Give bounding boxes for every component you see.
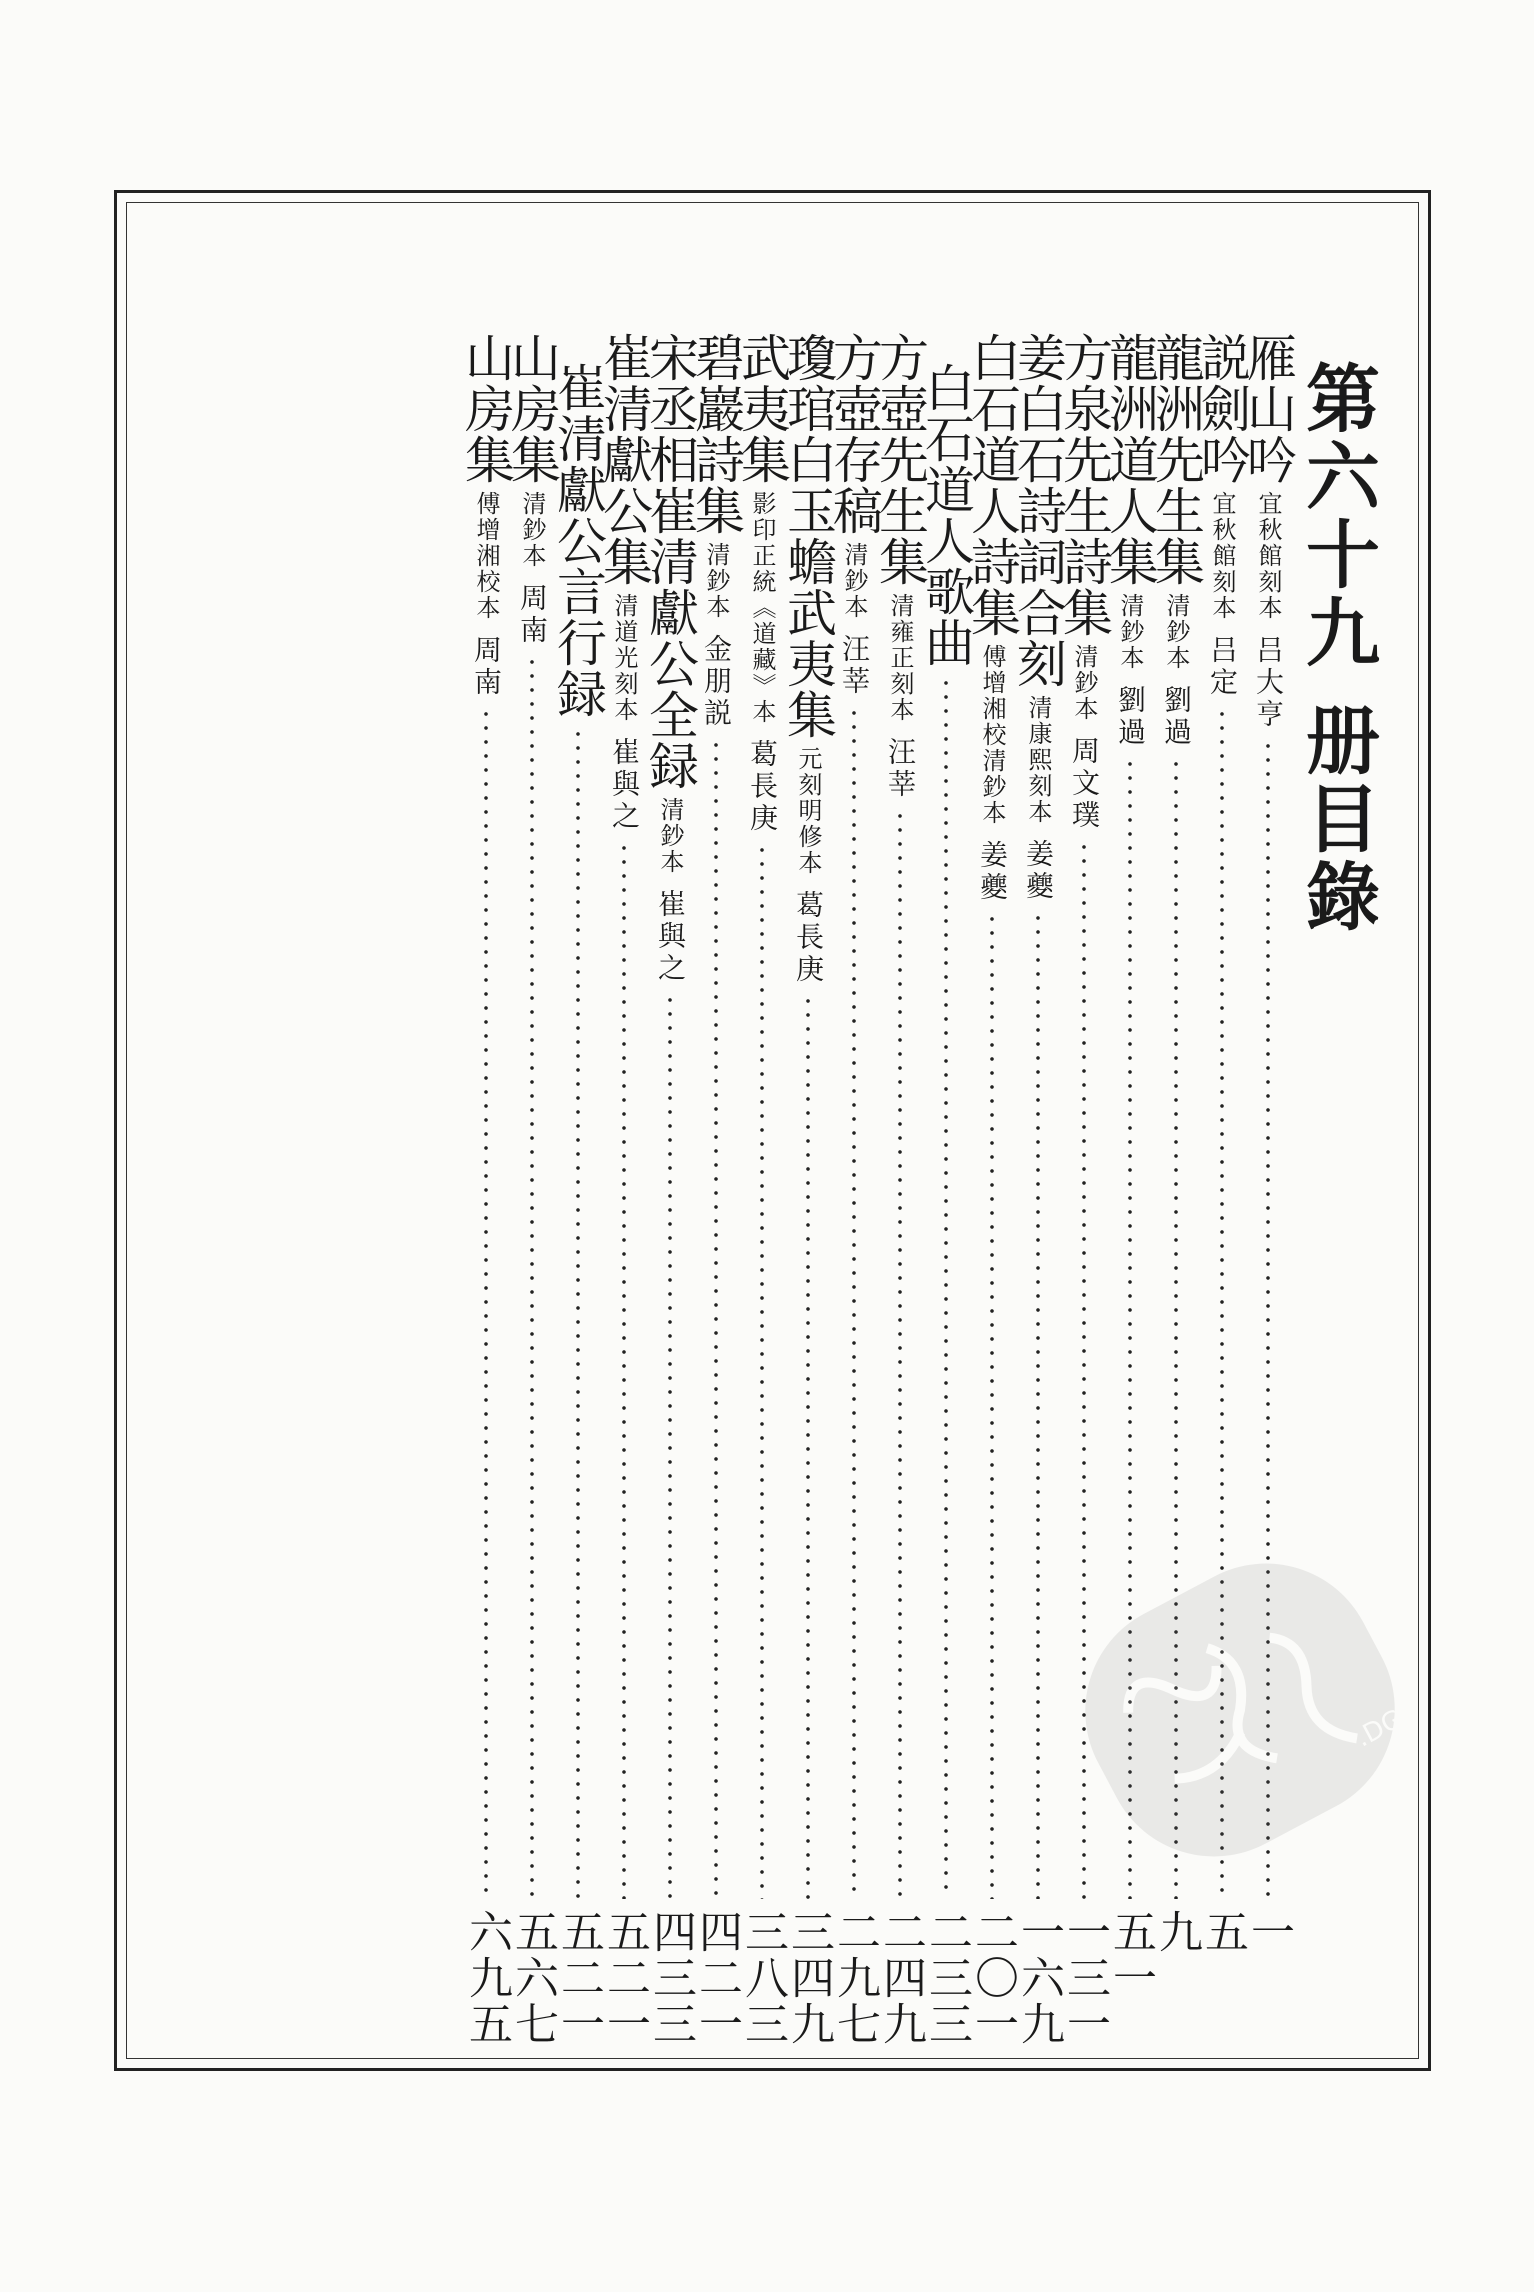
entry-title: 雁山吟 bbox=[1239, 332, 1297, 485]
entry-page-number: 一六九 bbox=[1013, 1909, 1064, 2047]
entry-title: 白石道人詩集 bbox=[963, 332, 1021, 638]
entry-title: 山房集 bbox=[503, 332, 561, 485]
leader-dots bbox=[851, 706, 857, 1899]
entry-page-number: 三四九 bbox=[783, 1909, 834, 2047]
toc-entry bbox=[1239, 332, 1297, 2065]
entry-edition-note: 宜秋館刻本 bbox=[1208, 491, 1236, 621]
entry-title: 龍洲先生集 bbox=[1147, 332, 1205, 587]
entry-title: 山房集 bbox=[457, 332, 515, 485]
entry-edition-note: 傅增湘校清鈔本 bbox=[978, 644, 1006, 826]
entry-author: 劉過 bbox=[1160, 685, 1193, 749]
leader-dots bbox=[989, 912, 995, 1899]
entry-edition-note: 清鈔本 bbox=[1070, 644, 1098, 722]
entry-page-number: 二三三 bbox=[921, 1909, 972, 2047]
entry-title: 武夷集 bbox=[733, 332, 791, 485]
leader-dots bbox=[1173, 757, 1179, 1899]
entry-edition-note: 傅增湘校本 bbox=[472, 491, 500, 621]
entry-title: 方壺先生集 bbox=[871, 332, 929, 587]
entry-author: 吕大亨 bbox=[1252, 635, 1285, 731]
leader-dots bbox=[713, 738, 719, 1899]
leader-dots bbox=[897, 809, 903, 1899]
leader-dots bbox=[943, 676, 949, 1899]
toc-entry bbox=[503, 332, 561, 2065]
entry-page-number: 四二一 bbox=[691, 1909, 742, 2047]
entry-title: 碧巖詩集 bbox=[687, 332, 745, 536]
svg-text:.DG: .DG bbox=[1350, 1704, 1408, 1754]
entry-page-number: 二四九 bbox=[875, 1909, 926, 2047]
leader-dots bbox=[483, 707, 489, 1899]
entry-author: 金朋説 bbox=[700, 634, 733, 730]
entry-page-number: 一 bbox=[1243, 1909, 1294, 1955]
entry-page-number: 六九五 bbox=[461, 1909, 512, 2047]
leader-dots bbox=[1219, 707, 1225, 1899]
entry-edition-note: 清鈔本 bbox=[1116, 593, 1144, 671]
entry-page-number: 五一 bbox=[1105, 1909, 1156, 2001]
entry-page-number: 五二一 bbox=[599, 1909, 650, 2047]
leader-dots bbox=[1265, 739, 1271, 1899]
toc-entry bbox=[457, 332, 515, 2065]
toc-entry bbox=[917, 362, 975, 2065]
entry-author: 葛長庚 bbox=[746, 739, 779, 835]
entry-author: 吕定 bbox=[1206, 635, 1239, 699]
page-heading: 第六十九 册目錄 bbox=[1294, 360, 1380, 936]
entry-author: 周南 bbox=[470, 635, 503, 699]
entry-author: 崔與之 bbox=[654, 889, 687, 985]
leader-dots bbox=[805, 994, 811, 1899]
entry-author: 姜夔 bbox=[1022, 839, 1055, 903]
leader-dots bbox=[1035, 911, 1041, 1899]
entry-title: 崔清獻公言行録 bbox=[549, 362, 607, 719]
entry-page-number: 五 bbox=[1197, 1909, 1248, 1955]
entry-author: 崔與之 bbox=[608, 737, 641, 833]
entry-page-number: 三八三 bbox=[737, 1909, 788, 2047]
entry-title: 龍洲道人集 bbox=[1101, 332, 1159, 587]
entry-title: 姜白石詩詞合刻 bbox=[1009, 332, 1067, 689]
entry-author: 周文璞 bbox=[1068, 736, 1101, 832]
entry-author: 汪莘 bbox=[838, 634, 871, 698]
toc-entry bbox=[549, 362, 607, 2065]
toc-entry bbox=[779, 332, 837, 2065]
toc-entry bbox=[641, 332, 699, 2065]
entry-edition-note: 宜秋館刻本 bbox=[1254, 491, 1282, 621]
entry-page-number: 一三一 bbox=[1059, 1909, 1110, 2047]
leader-dots bbox=[575, 727, 581, 1899]
entry-title: 方壺存稿 bbox=[825, 332, 883, 536]
toc-entry bbox=[733, 332, 791, 2065]
entry-edition-note: 影印正統《道藏》本 bbox=[748, 491, 776, 725]
entry-title: 瓊琯白玉蟾武夷集 bbox=[779, 332, 837, 740]
entry-page-number: 九 bbox=[1151, 1909, 1202, 1955]
entry-title: 方泉先生詩集 bbox=[1055, 332, 1113, 638]
entry-edition-note: 清雍正刻本 bbox=[886, 593, 914, 723]
entry-page-number: 五六七 bbox=[507, 1909, 558, 2047]
entry-page-number: 二〇一 bbox=[967, 1909, 1018, 2047]
entry-page-number: 四三三 bbox=[645, 1909, 696, 2047]
leader-dots bbox=[667, 993, 673, 1899]
entry-author: 姜夔 bbox=[976, 840, 1009, 904]
entry-title: 白石道人歌曲 bbox=[917, 362, 975, 668]
entry-title: 崔清獻公集 bbox=[595, 332, 653, 587]
entry-title: 宋丞相崔清獻公全録 bbox=[641, 332, 699, 791]
entry-edition-note: 清鈔本 bbox=[702, 542, 730, 620]
entry-author: 葛長庚 bbox=[792, 890, 825, 986]
entry-author: 周南 bbox=[516, 583, 549, 647]
entry-page-number: 五二一 bbox=[553, 1909, 604, 2047]
leader-dots bbox=[1127, 757, 1133, 1899]
entry-edition-note: 清康熙刻本 bbox=[1024, 695, 1052, 825]
entry-edition-note: 元刻明修本 bbox=[794, 746, 822, 876]
toc-entry bbox=[1147, 332, 1205, 2065]
leader-dots bbox=[759, 843, 765, 1899]
entry-edition-note: 清道光刻本 bbox=[610, 593, 638, 723]
entry-edition-note: 清鈔本 bbox=[1162, 593, 1190, 671]
entry-author: 汪莘 bbox=[884, 737, 917, 801]
toc-entry bbox=[1193, 332, 1251, 2065]
toc-entry bbox=[871, 332, 929, 2065]
entry-edition-note: 清鈔本 bbox=[840, 542, 868, 620]
entry-edition-note: 清鈔本 bbox=[518, 491, 546, 569]
entry-edition-note: 清鈔本 bbox=[656, 797, 684, 875]
leader-dots bbox=[529, 655, 535, 1899]
entry-author: 劉過 bbox=[1114, 685, 1147, 749]
entry-title: 説劍吟 bbox=[1193, 332, 1251, 485]
entry-page-number: 二九七 bbox=[829, 1909, 880, 2047]
leader-dots bbox=[621, 841, 627, 1899]
leader-dots bbox=[1081, 840, 1087, 1899]
